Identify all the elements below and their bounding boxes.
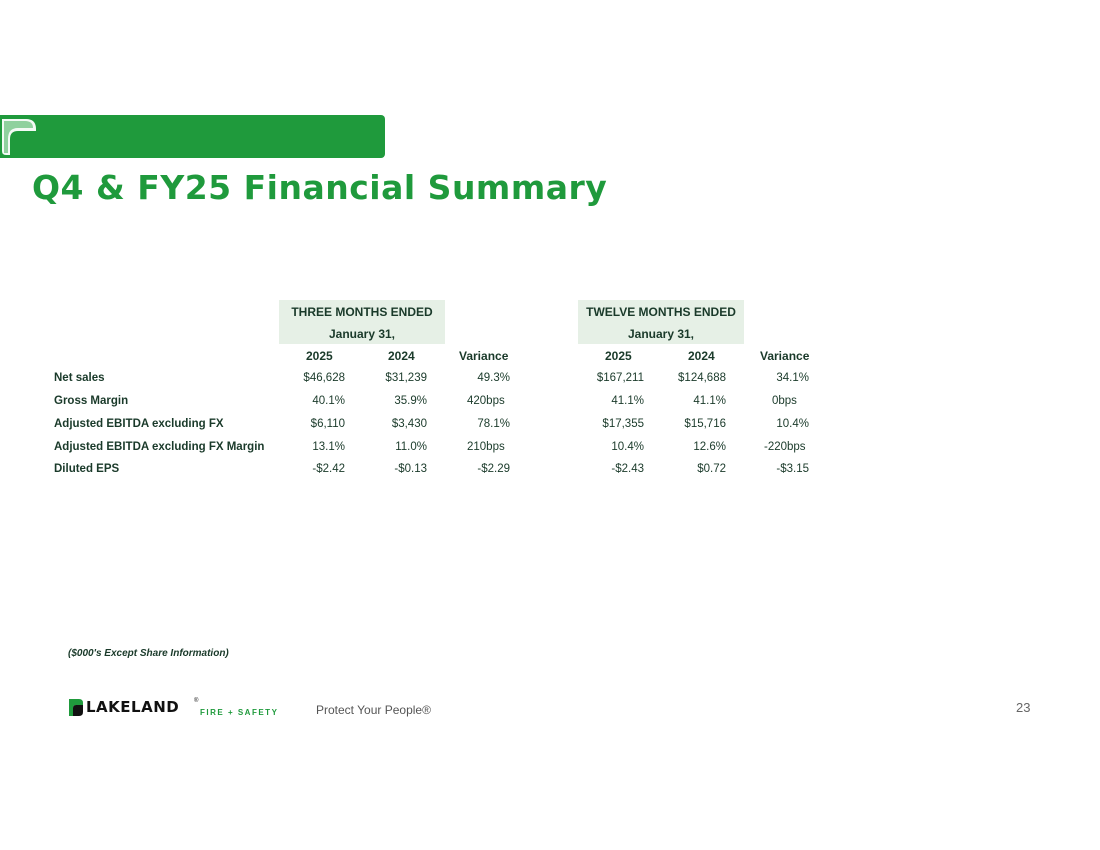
table-cell: -$2.43 — [611, 463, 644, 475]
row-label: Gross Margin — [54, 395, 129, 407]
column-header: 2024 — [688, 349, 715, 363]
table-cell: $17,355 — [602, 418, 644, 430]
row-label: Adjusted EBITDA excluding FX Margin — [54, 441, 265, 453]
table-cell: -$2.29 — [477, 463, 510, 475]
leaf-icon — [0, 115, 38, 158]
three-months-header — [279, 300, 445, 344]
table-cell: 49.3% — [477, 372, 510, 384]
brand-tagline: Protect Your People® — [316, 703, 431, 717]
table-cell: 34.1% — [776, 372, 809, 384]
header-accent-bar — [0, 115, 385, 158]
row-label: Adjusted EBITDA excluding FX — [54, 418, 224, 430]
table-cell: $46,628 — [303, 372, 345, 384]
table-cell: 13.1% — [312, 441, 345, 453]
table-cell: 210bps — [467, 441, 505, 453]
twelve-months-date: January 31, — [627, 327, 695, 341]
row-label: Net sales — [54, 372, 105, 384]
twelve-months-header — [578, 300, 744, 344]
table-cell: -$3.15 — [776, 463, 809, 475]
brand-subtitle: FIRE + SAFETY — [200, 708, 279, 717]
slide-title: Q4 & FY25 Financial Summary — [32, 168, 608, 207]
three-months-date: January 31, — [328, 327, 396, 341]
table-cell: 35.9% — [394, 395, 427, 407]
column-header: Variance — [760, 349, 810, 363]
footnote: ($000's Except Share Information) — [68, 648, 229, 659]
column-header: 2025 — [306, 349, 333, 363]
column-header: 2025 — [605, 349, 632, 363]
table-cell: $15,716 — [684, 418, 726, 430]
column-header: 2024 — [388, 349, 415, 363]
column-header: Variance — [459, 349, 509, 363]
table-cell: 11.0% — [395, 441, 427, 453]
table-cell: 0bps — [772, 395, 797, 407]
table-cell: 420bps — [467, 395, 505, 407]
table-cell: $31,239 — [385, 372, 427, 384]
page-number: 23 — [1016, 700, 1031, 715]
table-cell: $124,688 — [678, 372, 726, 384]
table-cell: 78.1% — [477, 418, 510, 430]
table-cell: $0.72 — [697, 463, 726, 475]
table-cell: -220bps — [764, 441, 806, 453]
table-cell: -$0.13 — [394, 463, 427, 475]
brand-registered-mark: ® — [194, 698, 199, 704]
table-cell: 10.4% — [611, 441, 644, 453]
table-cell: 41.1% — [693, 395, 726, 407]
brand-name: LAKELAND — [86, 698, 180, 716]
table-cell: $6,110 — [310, 418, 345, 430]
table-cell: $3,430 — [391, 418, 427, 430]
lakeland-leaf-icon — [68, 698, 84, 717]
twelve-months-label: TWELVE MONTHS ENDED — [586, 305, 736, 319]
table-cell: $167,211 — [596, 372, 644, 384]
table-cell: 10.4% — [776, 418, 809, 430]
row-label: Diluted EPS — [54, 463, 120, 475]
table-cell: 41.1% — [611, 395, 644, 407]
table-cell: -$2.42 — [312, 463, 345, 475]
table-cell: 40.1% — [312, 395, 345, 407]
three-months-label: THREE MONTHS ENDED — [291, 305, 433, 319]
table-cell: 12.6% — [693, 441, 726, 453]
